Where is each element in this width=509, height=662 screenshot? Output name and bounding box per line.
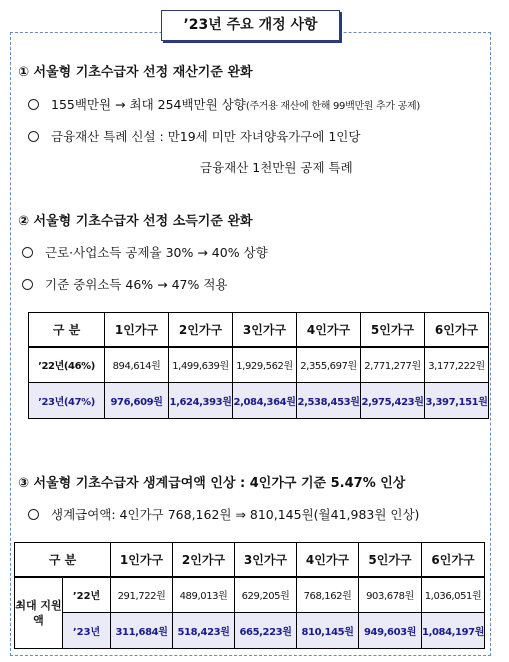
table-header-cell: 5인가구	[361, 313, 425, 347]
table-cell: 1,499,639원	[169, 347, 233, 383]
section3-heading: ③ 서울형 기초수급자 생계급여액 인상 : 4인가구 기준 5.47% 인상	[18, 476, 406, 491]
table-header-cell: 5인가구	[359, 543, 422, 577]
table-cell: 518,423원	[173, 613, 235, 649]
section1-bullet1-main: 155백만원 → 최대 254백만원 상향	[51, 97, 246, 112]
section1-heading: ① 서울형 기초수급자 선정 재산기준 완화	[18, 65, 253, 80]
table-row-highlight	[29, 383, 489, 419]
table-header-cell: 6인가구	[425, 313, 489, 347]
section2-bullet1-text: 근로·사업소득 공제율 30% → 40% 상향	[45, 245, 268, 260]
bullet-circle-icon	[22, 247, 33, 258]
section2-bullet2	[22, 275, 228, 293]
table-header-cell: 4인가구	[297, 313, 361, 347]
table-cell: 2,355,697원	[297, 347, 361, 383]
table-cell: ’22년(46%)	[29, 347, 105, 383]
bullet-circle-icon	[28, 509, 39, 520]
bullet-circle-icon	[22, 279, 33, 290]
table-cell: 976,609원	[105, 383, 169, 419]
table-cell: 2,084,364원	[233, 383, 297, 419]
table-header-cell: 2인가구	[169, 313, 233, 347]
table-header-cell: 1인가구	[105, 313, 169, 347]
table-header-cell: 구 분	[15, 543, 111, 577]
table-cell: 949,603원	[359, 613, 422, 649]
table-cell: 2,538,453원	[297, 383, 361, 419]
table-header-cell: 4인가구	[297, 543, 359, 577]
row-group-label: 최대 지원액	[15, 577, 63, 649]
section1-bullet2	[28, 127, 360, 145]
table-cell: 291,722원	[111, 577, 173, 613]
table-cell: 489,013원	[173, 577, 235, 613]
table-cell: 1,036,051원	[422, 577, 485, 613]
section2-heading: ② 서울형 기초수급자 선정 소득기준 완화	[18, 214, 253, 229]
livelihood-benefit-table	[14, 542, 485, 649]
section2-bullet2-text: 기준 중위소득 46% → 47% 적용	[45, 277, 228, 292]
section2-bullet1	[22, 243, 268, 261]
table-cell: 903,678원	[359, 577, 422, 613]
table-header-cell: 1인가구	[111, 543, 173, 577]
table-row	[15, 577, 485, 613]
table-header-cell: 3인가구	[235, 543, 297, 577]
table-cell: ’23년(47%)	[29, 383, 105, 419]
page-title: ’23년 주요 개정 사항	[161, 10, 340, 41]
section3-bullet1-text: 생계급여액: 4인가구 768,162원 ⇒ 810,145원(월41,983원 인상)	[51, 507, 420, 522]
section3-bullet1	[28, 505, 419, 523]
table-cell: 894,614원	[105, 347, 169, 383]
table-cell: 311,684원	[111, 613, 173, 649]
table-cell: 3,177,222원	[425, 347, 489, 383]
table-cell: 1,624,393원	[169, 383, 233, 419]
table-header-cell: 3인가구	[233, 313, 297, 347]
table-cell-year: ’22년	[63, 577, 111, 613]
table-header-row	[15, 543, 485, 577]
table-cell: 629,205원	[235, 577, 297, 613]
table-cell: 768,162원	[297, 577, 359, 613]
table-cell: 2,771,277원	[361, 347, 425, 383]
table-cell: 2,975,423원	[361, 383, 425, 419]
table-row-highlight	[15, 613, 485, 649]
table-cell: 1,929,562원	[233, 347, 297, 383]
table-cell-year: ’23년	[63, 613, 111, 649]
table-header-row	[29, 313, 489, 347]
bullet-circle-icon	[28, 131, 39, 142]
table-header-cell: 2인가구	[173, 543, 235, 577]
table-header-cell: 6인가구	[422, 543, 485, 577]
bullet-circle-icon	[28, 99, 39, 110]
section1-bullet1-note: (주거용 재산에 한해 99백만원 추가 공제)	[245, 101, 420, 112]
table-cell: 1,084,197원	[422, 613, 485, 649]
table-row	[29, 347, 489, 383]
table-cell: 810,145원	[297, 613, 359, 649]
section1-bullet2-line2: 금융재산 1천만원 공제 특례	[200, 160, 353, 175]
income-standard-table	[28, 312, 489, 419]
table-header-cell: 구 분	[29, 313, 105, 347]
table-cell: 665,223원	[235, 613, 297, 649]
table-cell: 3,397,151원	[425, 383, 489, 419]
section1-bullet2-line1: 금융재산 특례 신설 : 만19세 미만 자녀양육가구에 1인당	[51, 129, 361, 144]
section1-bullet1	[28, 95, 420, 113]
